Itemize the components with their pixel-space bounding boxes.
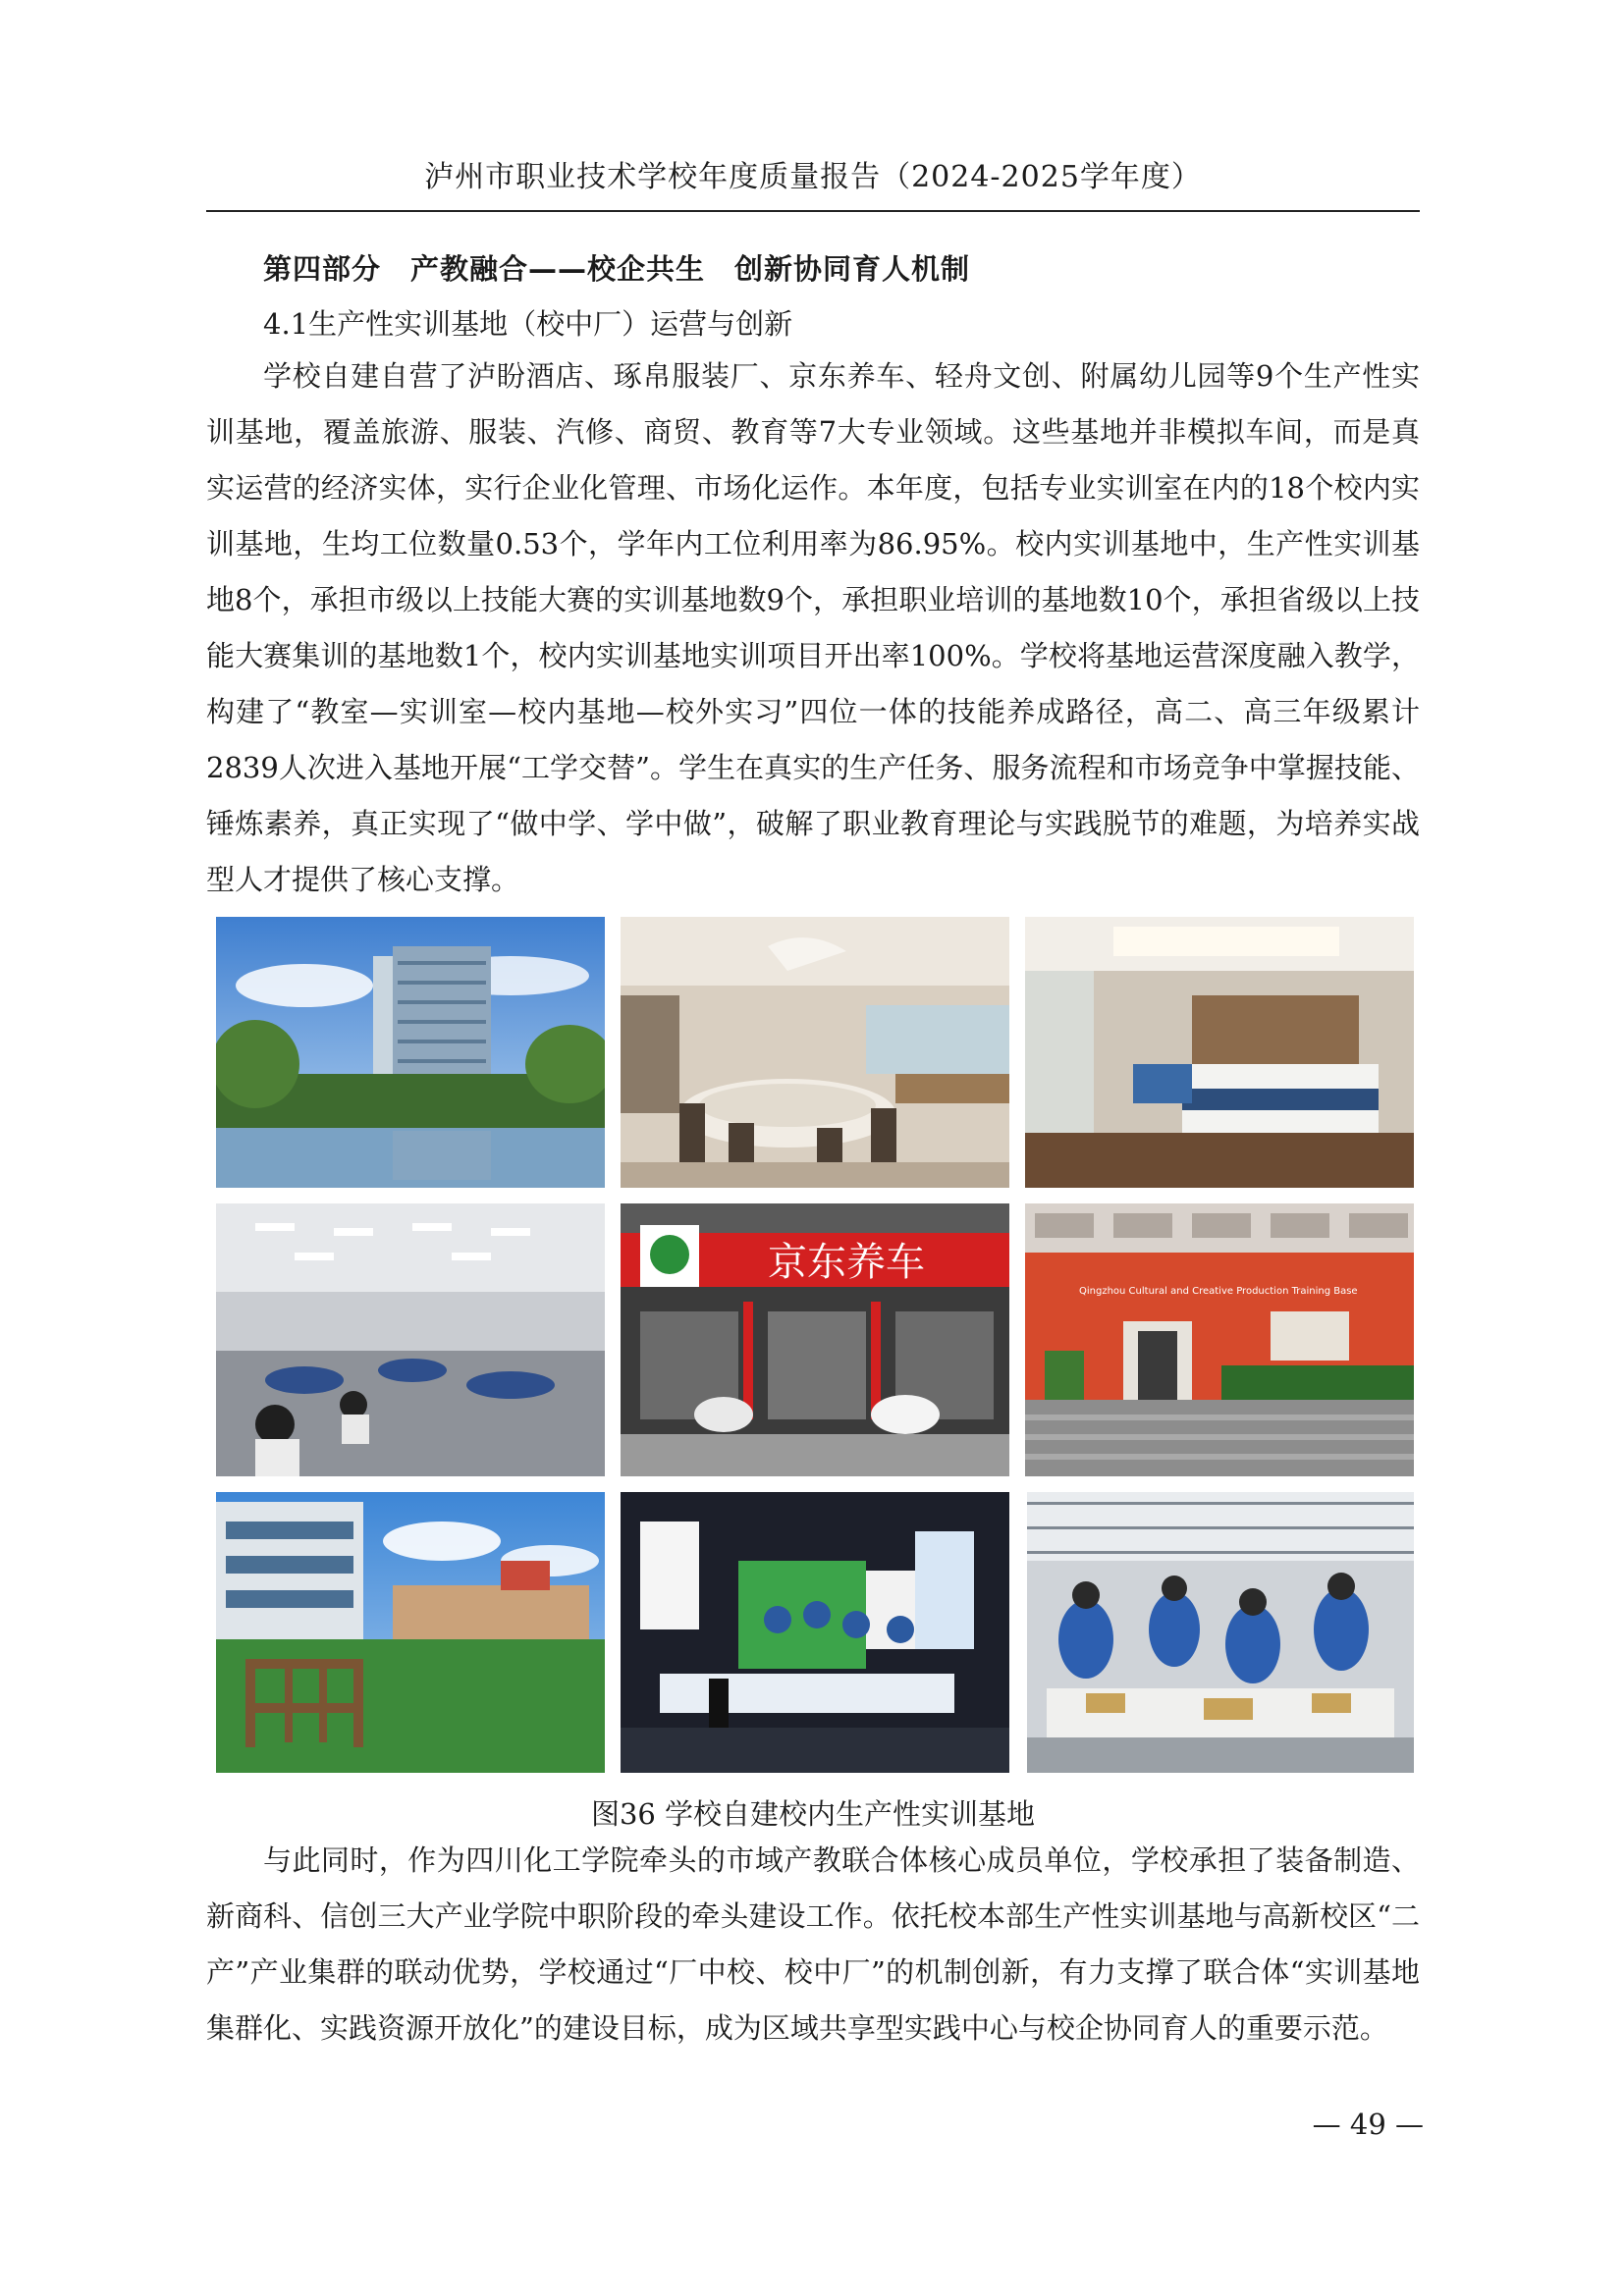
section-title: 第四部分 产教融合——校企共生 创新协同育人机制 bbox=[263, 252, 971, 286]
photo-jd-car-service bbox=[621, 1203, 1009, 1476]
photo-grid bbox=[216, 917, 1414, 1781]
subsection-title: 4.1生产性实训基地（校中厂）运营与创新 bbox=[263, 307, 793, 341]
running-header: 泸州市职业技术学校年度质量报告（2024-2025学年度） bbox=[424, 160, 1202, 194]
body-paragraph: 学校自建自营了泸盼酒店、琢帛服装厂、京东养车、轻舟文创、附属幼儿园等9个生产性实训基地，覆盖旅游、服装、汽修、商贸、教育等7大专业领域。这些基地并非模拟车间，而是真实运营的经济实体，实行企业化管理、市场化运作。本年度，包括专业实训室在内的18个校内实训基地，生均工位数量0.53个，学年内工位利用率为86.95%。校内实训基地中，生产性实训基地8个，承担市级以上技能大赛的实训基地数9个，承担职业培训的基地数10个，承担省级以上技能大赛集训的基地数1个，校内实训基地实训项目开出率100%。学校将基地运营深度融入教学，构建了“教室—实训室—校内基地—校外实习”四位一体的技能养成路径，高二、高三年级累计2839人次进入基地开展“工学交替”。学生在真实的生产任务、服务流程和市场竞争中掌握技能、锤炼素养，真正实现了“做中学、学中做”，破解了职业教育理论与实践脱节的难题，为培养实战型人才提供了核心支撑。 bbox=[206, 359, 1420, 896]
photo-hotel-dining-room bbox=[621, 917, 1009, 1188]
jd-sign-text: 京东养车 bbox=[768, 1240, 925, 1285]
photo-garment-workshop bbox=[216, 1203, 605, 1476]
photo-creative-production-base bbox=[1025, 1203, 1414, 1476]
photo-livestream-studio bbox=[621, 1492, 1009, 1773]
photo-hotel-building bbox=[216, 917, 605, 1188]
header-divider bbox=[206, 210, 1420, 212]
creative-base-sign-text: Qingzhou Cultural and Creative Production Training Base bbox=[1079, 1286, 1358, 1297]
figure-caption: 图36 学校自建校内生产性实训基地 bbox=[590, 1797, 1036, 1831]
body-paragraph: 与此同时，作为四川化工学院牵头的市域产教联合体核心成员单位，学校承担了装备制造、新商科、信创三大产业学院中职阶段的牵头建设工作。依托校本部生产性实训基地与高新校区“二产”产业集群的联动优势，学校通过“厂中校、校中厂”的机制创新，有力支撑了联合体“实训基地集群化、实践资源开放化”的建设目标，成为区域共享型实践中心与校企协同育人的重要示范。 bbox=[206, 1843, 1420, 2045]
photo-students-training-hall bbox=[1027, 1492, 1414, 1773]
photo-kindergarten-playground bbox=[216, 1492, 605, 1773]
page-number: — 49 — bbox=[1312, 2108, 1424, 2141]
photo-hotel-guest-room bbox=[1025, 917, 1414, 1188]
